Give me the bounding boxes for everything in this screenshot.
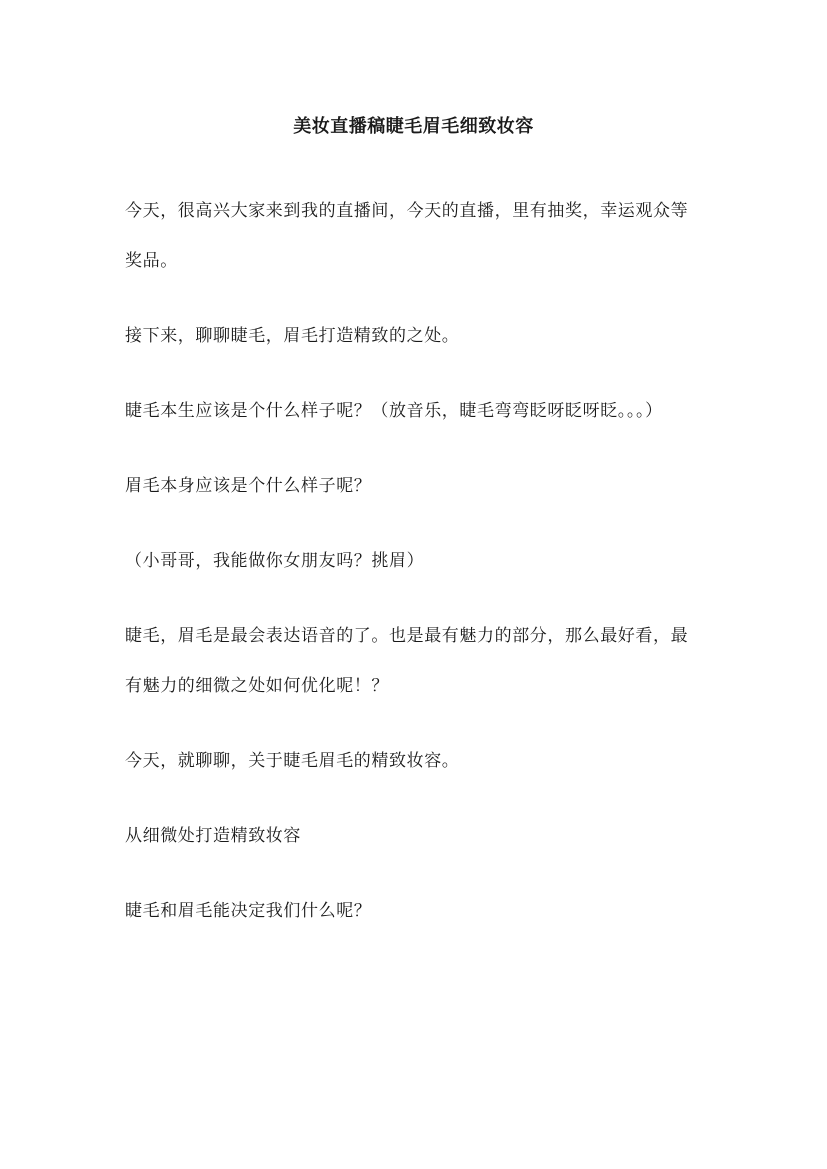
paragraph-closing-question: 睫毛和眉毛能决定我们什么呢？: [125, 901, 372, 921]
paragraph-aside: （小哥哥，我能做你女朋友吗？挑眉）: [125, 551, 425, 571]
paragraph-eyebrow-question: 眉毛本身应该是个什么样子呢？: [125, 476, 372, 496]
paragraph-spacer: [125, 511, 705, 536]
document-body: [125, 186, 705, 936]
paragraph-subheading: 从细微处打造精致妆容: [125, 826, 301, 846]
paragraph-charm: 睫毛，眉毛是最会表达语音的了。也是最有魅力的部分，那么最好看，最有魅力的细微之处如何优化呢！？: [125, 626, 689, 696]
paragraph-spacer: [125, 286, 705, 311]
paragraph-next-topic: 接下来，聊聊睫毛，眉毛打造精致的之处。: [125, 326, 460, 346]
paragraph-spacer: [125, 786, 705, 811]
paragraph-eyelash-question: 睫毛本生应该是个什么样子呢？（放音乐，睫毛弯弯眨呀眨呀眨。。。）: [125, 401, 663, 421]
paragraph-spacer: [125, 436, 705, 461]
paragraph-spacer: [125, 861, 705, 886]
paragraph-spacer: [125, 711, 705, 736]
paragraph-spacer: [125, 586, 705, 611]
paragraph-spacer: [125, 361, 705, 386]
paragraph-today-topic: 今天，就聊聊，关于睫毛眉毛的精致妆容。: [125, 751, 460, 771]
document-title: 美妆直播稿睫毛眉毛细致妆容: [293, 116, 534, 137]
paragraph-intro: 今天，很高兴大家来到我的直播间，今天的直播，里有抽奖，幸运观众等奖品。: [125, 201, 689, 271]
